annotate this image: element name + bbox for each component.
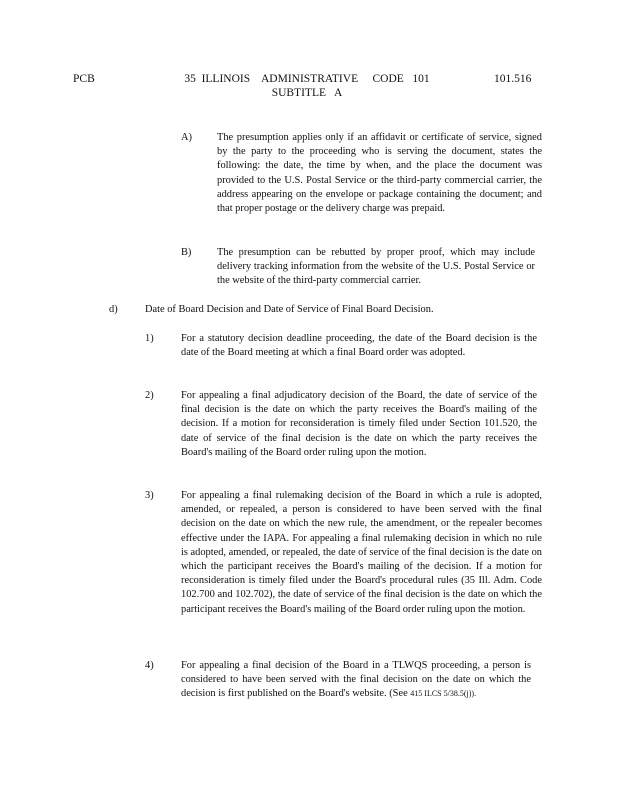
item-d4-text — [181, 659, 531, 702]
header-left: PCB — [73, 73, 95, 85]
item-b-label: B) — [181, 247, 192, 258]
item-a-text — [217, 131, 542, 216]
item-d3-label: 3) — [145, 490, 154, 501]
item-d3-paragraph: For appealing a final rulemaking decision of the Board in which a rule is adopted, amended, or repealed, a person is considered to have been served with the final decision on the date on which the new rule, the amendment, or the repealer becomes effective under the IAPA. For appealing a final rulemaking decision in which no rule is adopted, amended, or repealed, the date of service of the final decision is the date on which the participant receives the Board's mailing of the decision. If a motion for reconsideration is timely filed under the Board's procedural rules (35 Ill. Adm. Code 102.700 and 102.702), the date of service of the final decision is the date on which the participant receives the Board's mailing of the Board order ruling upon the motion. — [181, 490, 542, 615]
item-d1-label: 1) — [145, 333, 154, 344]
item-d4-paragraph — [181, 659, 531, 702]
item-d1-text — [181, 332, 537, 360]
header-center — [172, 72, 442, 100]
item-a-label: A) — [181, 132, 192, 143]
item-d3-text — [181, 489, 542, 617]
item-b-paragraph: The presumption can be rebutted by proper proof, which may include delivery tracking information from the website of the U.S. Postal Service or the website of the third-party commercial carrier. — [217, 247, 535, 287]
item-d1-paragraph: For a statutory decision deadline proceeding, the date of the Board decision is the date of the Board meeting at which a final Board order was adopted. — [181, 333, 537, 359]
item-d4-label: 4) — [145, 660, 154, 671]
header-section-number: 101.516 — [494, 73, 532, 85]
item-a-paragraph: The presumption applies only if an affidavit or certificate of service, signed by the party to the proceeding who is serving the document, states the following: the date, the time by when, and the place the document was provided to the U.S. Postal Service or the third-party commercial carrier, the address appearing on the envelope or package containing the document; and that proper postage or the delivery charge was prepaid. — [217, 132, 542, 215]
item-d-heading: Date of Board Decision and Date of Service of Final Board Decision. — [145, 304, 434, 315]
header-title: 35 ILLINOIS ADMINISTRATIVE CODE 101 — [184, 73, 430, 85]
item-d2-paragraph: For appealing a final adjudicatory decision of the Board, the date of service of the final decision is the date on which the party receives the Board's mailing of the decision. If a motion for reconsideration is timely filed under Section 101.520, the date of service of the final decision is the date on which the party receives the Board's mailing of the Board order ruling upon the motion. — [181, 390, 537, 458]
item-b-text — [217, 246, 535, 289]
item-d2-text — [181, 389, 537, 460]
header-subtitle: SUBTITLE A — [271, 87, 343, 99]
item-d-label: d) — [109, 304, 118, 315]
item-d4-sentence: For appealing a final decision of the Board in a TLWQS proceeding, a person is considered to have been served with the final decision on the date on which the decision is first published on the Board's website. (See — [181, 660, 531, 700]
item-d4-citation: 415 ILCS 5/38.5(j)). — [410, 689, 477, 699]
item-d2-label: 2) — [145, 390, 154, 401]
